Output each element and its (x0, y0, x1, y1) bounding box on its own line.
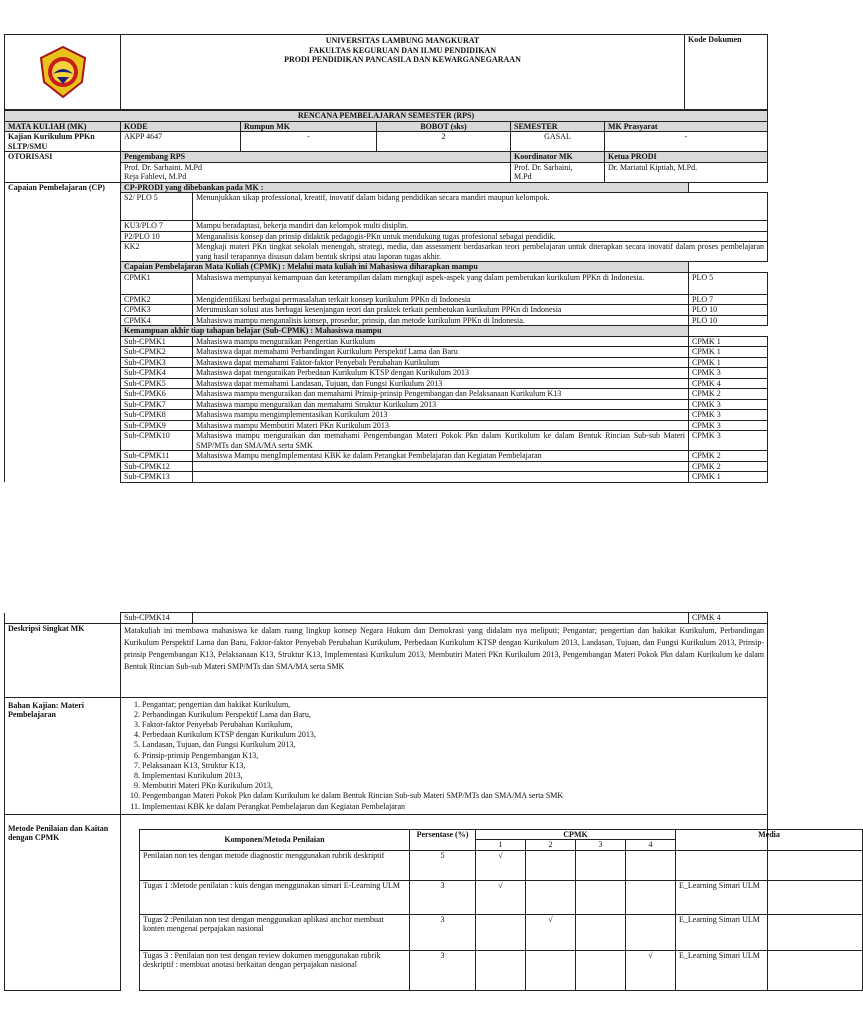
check-mark (626, 880, 676, 914)
sub-cpmk-ref: CPMK 2 (689, 389, 768, 400)
cp-prodi-code: S2/ PLO 5 (121, 193, 193, 221)
sub-cpmk-text: Mahasiswa dapat menguraikan Perbedaan Kurikulum KTSP dengan Kurikulum 2013 (193, 368, 689, 379)
check-mark (576, 950, 626, 990)
assessment-persen: 5 (410, 850, 476, 880)
sub-cpmk-code: Sub-CPMK11 (121, 451, 193, 462)
bahan-item: 5. Landasan, Tujuan, dan Fungsi Kurikulum 2013, (142, 740, 764, 750)
pengembang-name: Prof. Dr. Sarbaini. M.Pd (124, 162, 202, 172)
bahan-label: Bahan Kajian: Materi Pembelajaran (5, 697, 121, 814)
sub-cpmk-text: Mahasiswa Mampu mengImplementasi KBK ke dalam Perangkat Pembelajaran dan Kegiatan Pembelajaran (193, 451, 689, 462)
assessment-persen: 3 (410, 950, 476, 990)
sub-cpmk-code: Sub-CPMK12 (121, 461, 193, 472)
rps-title: RENCANA PEMBELAJARAN SEMESTER (RPS) (5, 111, 768, 122)
sub-cpmk-ref: CPMK 4 (689, 613, 768, 624)
course-code: AKPP 4647 (121, 132, 241, 152)
ketua-name: Dr. Mariatul Kiptiah, M.Pd. (605, 162, 768, 182)
sub-cpmk-code: Sub-CPMK7 (121, 399, 193, 410)
cpmk-code: CPMK1 (121, 272, 193, 294)
sub-cpmk-ref: CPMK 1 (689, 347, 768, 358)
check-mark (576, 880, 626, 914)
koordinator-label: Koordinator MK (511, 152, 605, 163)
sub-cpmk-code: Sub-CPMK9 (121, 420, 193, 431)
deskripsi-text: Matakuliah ini membawa mahasiswa ke dalam ruang lingkup konsep Negara Hukum dan Demokrasi yang didalam nya meliputi; Pengantar; pengertian dan hakikat Kurikulum, Perbandingan Kurikulum Perspektif Lama dan Baru, Faktor-faktor Penyebab Perubahan Kurikulum, Perbedaan Kurikulum KTSP dengan Kurikulum 2013, Landasan, Tujuan, dan Fungsi Kurikulum 2013, Prinsip-prinsip Pengembangan K13, Pelaksanaan K13, Struktur K13, Implementasi Kurikulum 2013, Membutiri Materi PKn Kurikulum 2013, Pengembangan Materi Pokok Pkn dalam Kurikulum ke dalam Bentuk Rincian Sub-sub Materi SMP/MTs dan SMA/MA serta SMK (121, 623, 768, 697)
university-logo (35, 44, 91, 100)
cpmk-plo: PLO 10 (689, 305, 768, 316)
cp-table (4, 182, 768, 483)
course-header-bobot: BOBOT (sks) (377, 121, 511, 132)
bahan-list (124, 700, 764, 812)
course-header-rumpun: Rumpun MK (241, 121, 377, 132)
assessment-komponen: Tugas 1 :Metode penilaian : kuis dengan menggunakan simari E-Learning ULM (140, 880, 410, 914)
doc-code-label: Kode Dokumen (685, 35, 768, 110)
course-semester: GASAL (511, 132, 605, 152)
course-header-semester: SEMESTER (511, 121, 605, 132)
assessment-header-persentase: Persentase (%) (410, 829, 476, 850)
sub-cpmk-text: Mahasiswa dapat memahami Faktor-faktor Penyebab Perubahan Kurikulum (193, 357, 689, 368)
sub-cpmk-ref: CPMK 2 (689, 461, 768, 472)
assessment-komponen: Tugas 2 :Penilaian non test dengan menggunakan aplikasi anchor membuat konten mengenai perpajakan nasional (140, 914, 410, 950)
program-name: PRODI PENDIDIKAN PANCASILA DAN KEWARGANEGARAAN (284, 55, 521, 64)
sub-cpmk-ref: CPMK 2 (689, 451, 768, 462)
faculty-name: FAKULTAS KEGURUAN DAN ILMU PENDIDIKAN (309, 45, 496, 55)
sub-cpmk-text (193, 461, 689, 472)
course-name: Kajian Kurikulum PPKn SLTP/SMU (5, 132, 121, 152)
metode-label: Metode Penilaian dan Kaitan dengan CPMK (5, 814, 121, 991)
check-mark (626, 914, 676, 950)
cpmk-plo: PLO 7 (689, 294, 768, 305)
sub-cpmk-ref: CPMK 1 (689, 357, 768, 368)
cpmk-plo: PLO 10 (689, 315, 768, 326)
sub-cpmk-ref: CPMK 3 (689, 420, 768, 431)
course-header-prasyarat: MK Prasyarat (605, 121, 768, 132)
sub-cpmk-code: Sub-CPMK14 (121, 613, 193, 624)
check-mark (476, 950, 526, 990)
sub-cpmk-text: Mahasiswa mampu menguraikan dan memahami Pengembangan Materi Pokok Pkn dalam Kurikulum ke dalam Bentuk Rincian Sub-sub Materi SMP/MTs dan SMA/MA serta SMK (193, 431, 689, 451)
cpmk-code: CPMK4 (121, 315, 193, 326)
check-mark: √ (526, 914, 576, 950)
assessment-media: E_Learning Simari ULM (676, 914, 863, 950)
sub-cpmk-text (193, 613, 689, 624)
cp-prodi-code: KU3/PLO 7 (121, 221, 193, 232)
page2-table (4, 612, 780, 991)
pengembang-name: Reja Fahlevi, M.Pd (124, 172, 187, 181)
bahan-item: 3. Faktor-faktor Penyebab Perubahan Kurikulum, (142, 720, 764, 730)
sub-cpmk-ref: CPMK 3 (689, 399, 768, 410)
koordinator-name: M.Pd (514, 172, 532, 181)
course-prasyarat: - (605, 132, 768, 152)
sub-cpmk-code: Sub-CPMK1 (121, 336, 193, 347)
cpmk-col-header: 2 (526, 840, 576, 851)
cpmk-code: CPMK2 (121, 294, 193, 305)
bahan-item: 7. Pelaksanaan K13, Struktur K13, (142, 761, 764, 771)
check-mark (476, 914, 526, 950)
bahan-item: 6. Prinsip-prinsip Pengembangan K13, (142, 751, 764, 761)
sub-cpmk-ref: CPMK 3 (689, 410, 768, 421)
check-mark: √ (626, 950, 676, 990)
assessment-persen: 3 (410, 914, 476, 950)
cpmk-col-header: 3 (576, 840, 626, 851)
sub-cpmk-text (193, 472, 689, 483)
cp-label: Capaian Pembelajaran (CP) (5, 182, 121, 482)
cpmk-header: Capaian Pembelajaran Mata Kuliah (CPMK) : Melalui mata kuliah ini Mahasiswa diharapkan mampu (121, 262, 689, 273)
assessment-table (139, 829, 863, 991)
bahan-item: 10. Pengembangan Materi Pokok Pkn dalam Kurikulum ke dalam Bentuk Rincian Sub-sub Materi SMP/MTs dan SMA/MA serta SMK (142, 791, 764, 801)
cp-prodi-text: Mampu beradaptasi, bekerja mandiri dan kelompok multi disiplin. (193, 221, 768, 232)
sub-cpmk-code: Sub-CPMK13 (121, 472, 193, 483)
logo-cell (5, 35, 121, 110)
check-mark (576, 850, 626, 880)
cp-prodi-text: Mengkaji materi PKn tingkat sekolah menengah, strategi, media, dan assessment berdasarkan teori pembelajaran untuk diterapkan secara inovatif dalam proses pembelajaran yang hasil terapannya disusun dalam bentuk skripsi atau laporan tugas akhir. (193, 242, 768, 262)
cpmk-plo: PLO 5 (689, 272, 768, 294)
course-rumpun: - (241, 132, 377, 152)
assessment-header-media: Media (676, 829, 863, 850)
cp-prodi-code: KK2 (121, 242, 193, 262)
sub-cpmk-ref: CPMK 3 (689, 368, 768, 379)
sub-cpmk-header: Kemampuan akhir tiap tahapan belajar (Sub-CPMK) : Mahasiswa mampu (121, 326, 689, 337)
assessment-komponen: Tugas 3 : Penilaian non test dengan review dokumen menggunakan rubrik deskriptif : membuat anotasi berkaitan dengan perpajakan nasional (140, 950, 410, 990)
bahan-item: 8. Implementasi Kurikulum 2013, (142, 771, 764, 781)
cp-prodi-header: CP-PRODI yang dibebankan pada MK : (121, 182, 689, 193)
assessment-persen: 3 (410, 880, 476, 914)
check-mark (576, 914, 626, 950)
sub-cpmk-text: Mahasiswa mampu menguraikan Pengertian Kurikulum (193, 336, 689, 347)
cpmk-text: Mahasiswa mempunyai kemampuan dan keterampilan dalam mengkaji aspek-aspek yang dalam pembetukan kurikulum PPKn di Indonesia. (193, 272, 689, 294)
sub-cpmk-text: Mahasiswa mampu menguraikan dan memahami Struktur Kurikulum 2013 (193, 399, 689, 410)
cpmk-text: Merumuskan solusi atas berbagai kesenjangan teori dan praktek terkait pembetukan kurikulum PPKn di Indonesia (193, 305, 689, 316)
header-table (4, 34, 768, 110)
rps-page-2 (4, 612, 780, 991)
assessment-media: E_Learning Simari ULM (676, 880, 863, 914)
assessment-header-cpmk: CPMK (476, 829, 676, 840)
assessment-media (676, 850, 863, 880)
bahan-item: 1. Pengantar; pengertian dan hakikat Kurikulum, (142, 700, 764, 710)
course-header-mk: MATA KULIAH (MK) (5, 121, 121, 132)
sub-cpmk-ref: CPMK 4 (689, 378, 768, 389)
sub-cpmk-code: Sub-CPMK10 (121, 431, 193, 451)
university-name: UNIVERSITAS LAMBUNG MANGKURAT (325, 36, 480, 45)
cpmk-col-header: 4 (626, 840, 676, 851)
deskripsi-label: Deskripsi Singkat MK (5, 623, 121, 697)
sub-cpmk-code: Sub-CPMK4 (121, 368, 193, 379)
check-mark (626, 850, 676, 880)
course-header-kode: KODE (121, 121, 241, 132)
assessment-media: E_Learning Simari ULM (676, 950, 863, 990)
check-mark: √ (476, 880, 526, 914)
cpmk-code: CPMK3 (121, 305, 193, 316)
rps-page-1 (4, 34, 768, 483)
cpmk-text: Mahasiswa mampu menganalisis konsep, prosedur, prinsip, dan metode kurikulum PPKn di Indonesia. (193, 315, 689, 326)
sub-cpmk-code: Sub-CPMK2 (121, 347, 193, 358)
check-mark (526, 880, 576, 914)
sub-cpmk-text: Mahasiswa mampu mengimplementasikan Kurikulum 2013 (193, 410, 689, 421)
assessment-komponen: Penilaian non tes dengan metode diagnostic menggunakan rubrik deskriptif (140, 850, 410, 880)
koordinator-name: Prof. Dr. Sarbaini, (514, 162, 573, 172)
otorisasi-label: OTORISASI (5, 152, 121, 183)
cpmk-text: Mengidentifikasi berbagai permasalahan terkait konsep kurikulum PPKn di Indonesia (193, 294, 689, 305)
sub-cpmk-code: Sub-CPMK3 (121, 357, 193, 368)
cp-prodi-code: P2/PLO 10 (121, 231, 193, 242)
main-table (4, 110, 768, 183)
check-mark (526, 850, 576, 880)
sub-cpmk-ref: CPMK 1 (689, 336, 768, 347)
sub-cpmk-text: Mahasiswa mampu menguraikan dan memahami Prinsip-prinsip Pengembangan dan Pelaksanaan Kurikulum K13 (193, 389, 689, 400)
sub-cpmk-code: Sub-CPMK8 (121, 410, 193, 421)
cpmk-col-header: 1 (476, 840, 526, 851)
check-mark (526, 950, 576, 990)
bahan-item: 2. Perbandingan Kurikulum Perspektif Lama dan Baru, (142, 710, 764, 720)
pengembang-label: Pengembang RPS (121, 152, 511, 163)
sub-cpmk-text: Mahasiswa mampu Membutiri Materi PKn Kurikulum 2013 (193, 420, 689, 431)
sub-cpmk-ref: CPMK 3 (689, 431, 768, 451)
course-bobot: 2 (377, 132, 511, 152)
sub-cpmk-code: Sub-CPMK5 (121, 378, 193, 389)
cp-prodi-text: Menganalisis konsep dan prinsip didaktik pedagogis-PKn untuk mendukung tugas profesional sebagai pendidik. (193, 231, 768, 242)
sub-cpmk-text: Mahasiswa dapat memahami Perbandingan Kurikulum Perspektif Lama dan Baru (193, 347, 689, 358)
bahan-item: 9. Membutiri Materi PKn Kurikulum 2013, (142, 781, 764, 791)
bahan-item: 11. Implementasi KBK ke dalam Perangkat Pembelajaran dan Kegiatan Pembelajaran (142, 802, 764, 812)
sub-cpmk-text: Mahasiswa dapat memahami Landasan, Tujuan, dan Fungsi Kurikulum 2013 (193, 378, 689, 389)
assessment-header-komponen: Komponen/Metoda Penilaian (140, 829, 410, 850)
cp-prodi-text: Menunjukkan sikap professional, kreatif, inovatif dalam bidang pendidikan secara mandiri maupun kelompok. (193, 193, 768, 221)
check-mark: √ (476, 850, 526, 880)
ketua-label: Ketua PRODI (605, 152, 768, 163)
bahan-item: 4. Perbedaan Kurikulum KTSP dengan Kurikulum 2013, (142, 730, 764, 740)
sub-cpmk-code: Sub-CPMK6 (121, 389, 193, 400)
sub-cpmk-ref: CPMK 1 (689, 472, 768, 483)
